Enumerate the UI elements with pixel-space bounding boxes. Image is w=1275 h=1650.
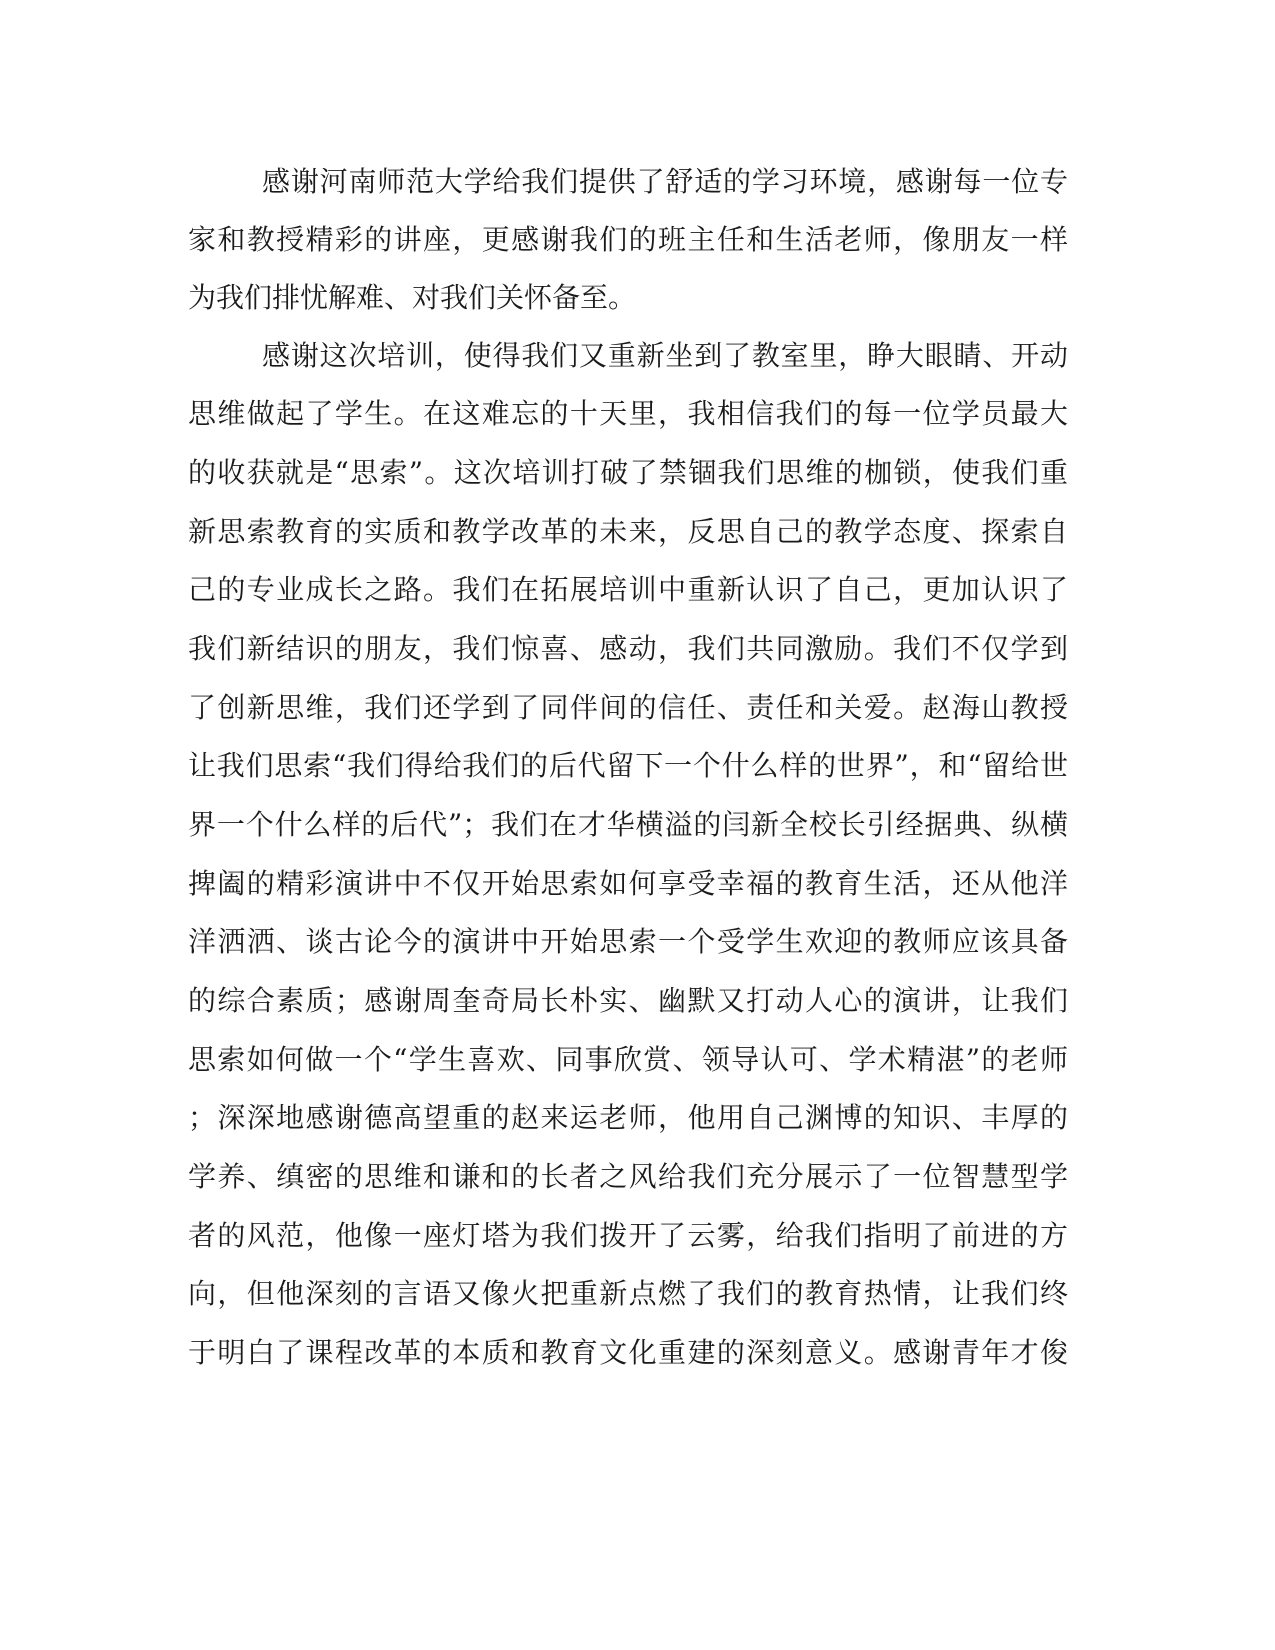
text-line: 者的风范，他像一座灯塔为我们拨开了云雾，给我们指明了前进的方 [188,1219,1068,1252]
text-line: 界一个什么样的后代”；我们在才华横溢的闫新全校长引经据典、纵横 [188,808,1068,841]
text-line: 为我们排忧解难、对我们关怀备至。 [188,281,637,314]
text-line: 洋洒洒、谈古论今的演讲中开始思索一个受学生欢迎的教师应该具备 [188,925,1068,958]
text-line: 捭阖的精彩演讲中不仅开始思索如何享受幸福的教育生活，还从他洋 [188,867,1068,900]
text-line: 让我们思索“我们得给我们的后代留下一个什么样的世界”，和“留给世 [188,749,1068,782]
text-line: 向，但他深刻的言语又像火把重新点燃了我们的教育热情，让我们终 [188,1277,1068,1310]
text-line: 学养、缜密的思维和谦和的长者之风给我们充分展示了一位智慧型学 [188,1160,1068,1193]
text-line: 家和教授精彩的讲座，更感谢我们的班主任和生活老师，像朋友一样 [188,223,1068,256]
text-line: 我们新结识的朋友，我们惊喜、感动，我们共同激励。我们不仅学到 [188,632,1068,665]
text-line: 的收获就是“思索”。这次培训打破了禁锢我们思维的枷锁，使我们重 [188,456,1068,489]
text-line: ；深深地感谢德高望重的赵来运老师，他用自己渊博的知识、丰厚的 [188,1101,1068,1134]
text-line: 的综合素质；感谢周奎奇局长朴实、幽默又打动人心的演讲，让我们 [188,984,1068,1017]
text-line: 新思索教育的实质和教学改革的未来，反思自己的教学态度、探索自 [188,515,1068,548]
text-line: 了创新思维，我们还学到了同伴间的信任、责任和关爱。赵海山教授 [188,691,1068,724]
text-line: 于明白了课程改革的本质和教育文化重建的深刻意义。感谢青年才俊 [188,1336,1068,1369]
text-line: 感谢这次培训，使得我们又重新坐到了教室里，睁大眼睛、开动 [262,339,1068,372]
text-line: 感谢河南师范大学给我们提供了舒适的学习环境，感谢每一位专 [262,165,1068,198]
text-line: 己的专业成长之路。我们在拓展培训中重新认识了自己，更加认识了 [188,573,1068,606]
text-line: 思索如何做一个“学生喜欢、同事欣赏、领导认可、学术精湛”的老师 [188,1043,1068,1076]
text-line: 思维做起了学生。在这难忘的十天里，我相信我们的每一位学员最大 [188,397,1068,430]
